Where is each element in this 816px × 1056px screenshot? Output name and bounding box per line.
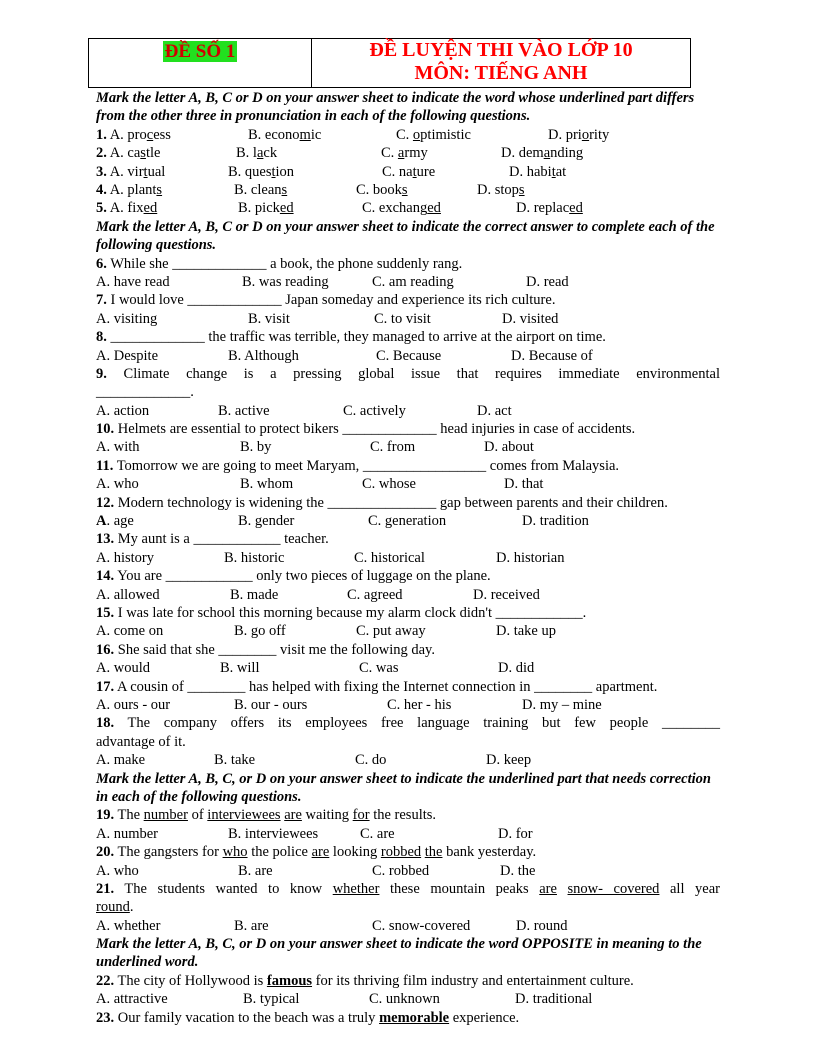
q14-option-c: C. agreed bbox=[347, 586, 403, 603]
q3-option-c: C. nature bbox=[382, 163, 436, 180]
q17-option-d: D. my – mine bbox=[522, 696, 602, 713]
question-20-options bbox=[96, 862, 720, 880]
exam-content bbox=[96, 89, 720, 1027]
q12-option-a: A. age bbox=[96, 513, 134, 530]
q10-option-d: D. about bbox=[484, 439, 534, 456]
question-12-options bbox=[96, 512, 720, 530]
question-15-options bbox=[96, 622, 720, 640]
q8-option-b: B. Although bbox=[228, 347, 299, 364]
q5-option-d: D. replaced bbox=[516, 200, 583, 217]
question-22-stem: 22. The city of Hollywood is famous for its thriving film industry and entertainment culture. bbox=[96, 972, 634, 989]
question-3 bbox=[96, 163, 720, 181]
q9-option-d: D. act bbox=[477, 402, 512, 419]
question-9-stem-cont: _____________. bbox=[96, 384, 194, 401]
q15-option-b: B. go off bbox=[234, 623, 286, 640]
q3-option-a: 3. A. virtual bbox=[96, 163, 166, 180]
q14-option-b: B. made bbox=[230, 586, 279, 603]
q20-option-c: C. robbed bbox=[372, 862, 430, 879]
section-instruction-complete: Mark the letter A, B, C or D on your answer sheet to indicate the correct answer to complete each of the following questions. bbox=[96, 218, 715, 254]
q7-option-b: B. visit bbox=[248, 310, 290, 327]
question-21-stem: 21. The students wanted to know whether these mountain peaks are snow- covered all year bbox=[96, 880, 721, 897]
q16-option-b: B. will bbox=[220, 660, 260, 677]
q4-option-c: C. books bbox=[356, 181, 408, 198]
q19-option-b: B. interviewees bbox=[228, 825, 319, 842]
q21-option-d: D. round bbox=[516, 917, 568, 934]
q10-option-c: C. from bbox=[370, 439, 416, 456]
q19-option-c: C. are bbox=[360, 825, 395, 842]
question-10-options bbox=[96, 438, 720, 456]
q6-option-b: B. was reading bbox=[242, 273, 329, 290]
question-23-stem: 23. Our family vacation to the beach was a truly memorable experience. bbox=[96, 1009, 520, 1026]
question-13-stem: 13. My aunt is a ____________ teacher. bbox=[96, 531, 329, 548]
question-13-options bbox=[96, 549, 720, 567]
question-21-options bbox=[96, 917, 720, 935]
q1-option-d: D. priority bbox=[548, 126, 610, 143]
question-1 bbox=[96, 126, 720, 144]
q1-option-b: B. economic bbox=[248, 126, 322, 143]
q10-option-b: B. by bbox=[240, 439, 272, 456]
q2-option-d: D. demanding bbox=[501, 145, 584, 162]
question-15-stem: 15. I was late for school this morning because my alarm clock didn't ____________. bbox=[96, 605, 587, 621]
question-8-stem: 8. _____________ the traffic was terrible, they managed to arrive at the airport on time. bbox=[96, 329, 606, 346]
question-18-options bbox=[96, 751, 720, 769]
question-21-stem-cont: round. bbox=[96, 899, 134, 916]
q21-option-a: A. whether bbox=[96, 917, 161, 934]
question-11-options bbox=[96, 475, 720, 493]
q21-option-b: B. are bbox=[234, 917, 269, 934]
exam-number-label: ĐỀ SỐ 1 bbox=[164, 41, 236, 62]
q1-option-a: 1. A. process bbox=[96, 126, 171, 143]
question-7-options bbox=[96, 310, 720, 328]
question-18-stem: 18. The company offers its employees free language training but few people ________ bbox=[96, 715, 720, 732]
header-left-cell bbox=[89, 39, 312, 88]
q22-option-d: D. traditional bbox=[515, 991, 593, 1008]
section-instruction-opposite: Mark the letter A, B, C, or D on your answer sheet to indicate the word OPPOSITE in meaning to the underlined word. bbox=[96, 936, 702, 971]
q18-option-c: C. do bbox=[355, 752, 387, 769]
q5-option-c: C. exchanged bbox=[362, 200, 441, 217]
q10-option-a: A. with bbox=[96, 439, 140, 456]
q14-option-d: D. received bbox=[473, 586, 540, 603]
q18-option-d: D. keep bbox=[486, 752, 532, 769]
question-4 bbox=[96, 181, 720, 199]
q11-option-d: D. that bbox=[504, 476, 544, 493]
section-instruction-pronunciation: Mark the letter A, B, C or D on your answer sheet to indicate the word whose underlined part differs from the other three in pronunciation in each of the following questions. bbox=[96, 90, 695, 125]
question-6-options bbox=[96, 273, 720, 291]
question-20-stem: 20. The gangsters for who the police are looking robbed the bank yesterday. bbox=[96, 844, 537, 861]
q2-option-c: C. army bbox=[381, 145, 428, 162]
q16-option-c: C. was bbox=[359, 660, 399, 677]
question-11-stem: 11. Tomorrow we are going to meet Maryam, _________________ comes from Malaysia. bbox=[96, 457, 620, 474]
question-6-stem: 6. While she _____________ a book, the phone suddenly rang. bbox=[96, 255, 463, 272]
q19-option-d: D. for bbox=[498, 825, 533, 842]
q16-option-a: A. would bbox=[96, 660, 150, 677]
q20-option-b: B. are bbox=[238, 862, 273, 879]
question-19-stem: 19. The number of interviewees are waiting for the results. bbox=[96, 807, 437, 824]
q2-option-a: 2. A. castle bbox=[96, 145, 161, 162]
q3-option-b: B. question bbox=[228, 163, 295, 180]
question-5 bbox=[96, 199, 720, 217]
q8-option-a: A. Despite bbox=[96, 347, 159, 364]
q8-option-c: C. Because bbox=[376, 347, 442, 364]
q18-option-b: B. take bbox=[214, 752, 256, 769]
q22-option-b: B. typical bbox=[243, 991, 300, 1008]
q7-option-d: D. visited bbox=[502, 310, 559, 327]
q12-option-b: B. gender bbox=[238, 513, 295, 530]
q5-option-a: 5. A. fixed bbox=[96, 200, 158, 217]
q11-option-c: C. whose bbox=[362, 476, 416, 493]
question-14-stem: 14. You are ____________ only two pieces of luggage on the plane. bbox=[96, 568, 491, 585]
exam-title: ĐỀ LUYỆN THI VÀO LỚP 10 bbox=[369, 39, 633, 61]
question-16-stem: 16. She said that she ________ visit me the following day. bbox=[96, 641, 435, 658]
header-table bbox=[88, 38, 691, 88]
q4-option-b: B. cleans bbox=[234, 181, 288, 198]
q19-option-a: A. number bbox=[96, 825, 159, 842]
q16-option-d: D. did bbox=[498, 660, 535, 677]
q11-option-b: B. whom bbox=[240, 476, 294, 493]
q6-option-a: A. have read bbox=[96, 273, 170, 290]
question-14-options bbox=[96, 586, 720, 604]
question-17-options bbox=[96, 696, 720, 714]
question-22-options bbox=[96, 990, 720, 1008]
q21-option-c: C. snow-covered bbox=[372, 917, 471, 934]
q13-option-d: D. historian bbox=[496, 549, 565, 566]
q11-option-a: A. who bbox=[96, 476, 139, 493]
q18-option-a: A. make bbox=[96, 752, 146, 769]
question-19-options bbox=[96, 825, 720, 843]
question-16-options bbox=[96, 659, 720, 677]
header-right-cell bbox=[312, 39, 691, 88]
q12-option-c: C. generation bbox=[368, 513, 447, 530]
q1-option-c: C. optimistic bbox=[396, 126, 471, 143]
q20-option-d: D. the bbox=[500, 862, 536, 879]
q9-option-a: A. action bbox=[96, 402, 150, 419]
q13-option-c: C. historical bbox=[354, 549, 425, 566]
q17-option-c: C. her - his bbox=[387, 696, 452, 713]
q8-option-d: D. Because of bbox=[511, 347, 593, 364]
q13-option-a: A. history bbox=[96, 549, 154, 566]
section-instruction-correction: Mark the letter A, B, C, or D on your answer sheet to indicate the underlined part that needs correction in each of the following questions. bbox=[96, 770, 711, 805]
question-2 bbox=[96, 144, 720, 162]
question-9-options bbox=[96, 402, 720, 420]
question-10-stem: 10. Helmets are essential to protect bikers _____________ head injuries in case of accidents. bbox=[96, 421, 636, 438]
question-8-options bbox=[96, 347, 720, 365]
q15-option-d: D. take up bbox=[496, 623, 556, 640]
question-9-stem: 9. Climate change is a pressing global issue that requires immediate environmental bbox=[96, 365, 720, 382]
q22-option-a: A. attractive bbox=[96, 991, 168, 1008]
q7-option-a: A. visiting bbox=[96, 310, 158, 327]
q14-option-a: A. allowed bbox=[96, 586, 160, 603]
question-17-stem: 17. A cousin of ________ has helped with fixing the Internet connection in ________ apartment. bbox=[96, 678, 658, 695]
question-18-stem-cont: advantage of it. bbox=[96, 733, 186, 750]
q6-option-c: C. am reading bbox=[372, 273, 454, 290]
exam-subject: MÔN: TIẾNG ANH bbox=[414, 62, 588, 84]
q9-option-b: B. active bbox=[218, 402, 270, 419]
q22-option-c: C. unknown bbox=[369, 991, 440, 1008]
q12-option-d: D. tradition bbox=[522, 513, 589, 530]
question-12-stem: 12. Modern technology is widening the _______________ gap between parents and their children. bbox=[96, 494, 668, 511]
q3-option-d: D. habitat bbox=[509, 163, 567, 180]
q5-option-b: B. picked bbox=[238, 200, 294, 217]
q6-option-d: D. read bbox=[526, 273, 569, 290]
q2-option-b: B. lack bbox=[236, 145, 278, 162]
q7-option-c: C. to visit bbox=[374, 310, 431, 327]
q15-option-a: A. come on bbox=[96, 623, 164, 640]
q4-option-d: D. stops bbox=[477, 181, 525, 198]
q17-option-a: A. ours - our bbox=[96, 696, 171, 713]
question-7-stem: 7. I would love _____________ Japan someday and experience its rich culture. bbox=[96, 292, 556, 309]
q13-option-b: B. historic bbox=[224, 549, 285, 566]
q9-option-c: C. actively bbox=[343, 402, 406, 419]
q4-option-a: 4. A. plants bbox=[96, 181, 163, 198]
q17-option-b: B. our - ours bbox=[234, 696, 308, 713]
q20-option-a: A. who bbox=[96, 862, 139, 879]
q15-option-c: C. put away bbox=[356, 623, 426, 640]
